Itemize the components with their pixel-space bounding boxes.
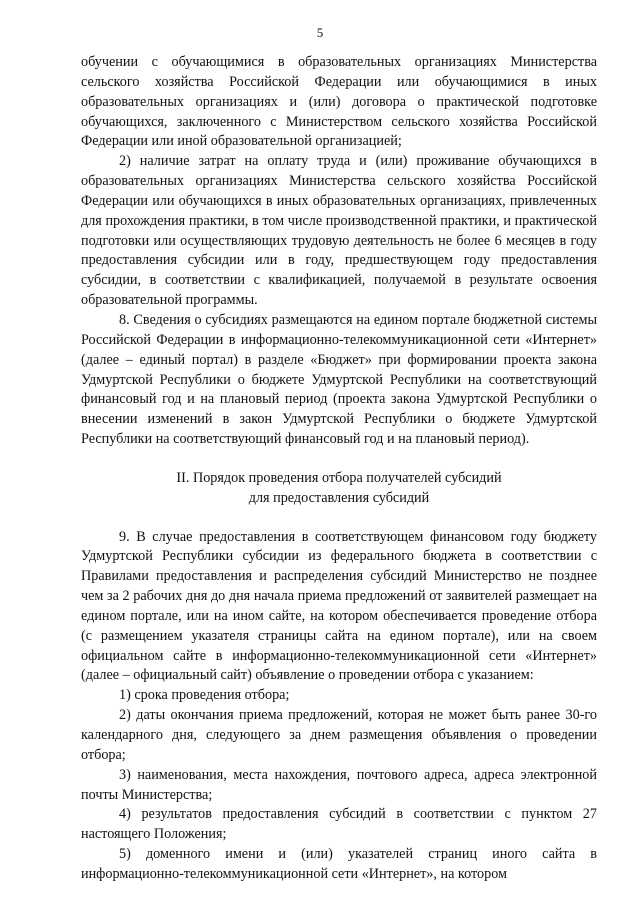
section-heading-line-1: II. Порядок проведения отбора получателей субсидий [176,469,502,486]
list-item-1: 1) срока проведения отбора; [119,687,290,704]
page-number: 5 [316,25,324,40]
list-item-4: 4) результатов предоставления субсидий в соответствии с пунктом 27 настоящего Положения; [81,806,597,843]
list-item-3: 3) наименования, места нахождения, почтового адреса, адреса электронной почты Министерства; [81,766,597,803]
list-item-2: 2) даты окончания приема предложений, которая не может быть ранее 30-го календарного дня, следующего за днем размещения объявления о проведении отбора; [81,707,597,763]
list-item-5: 5) доменного имени и (или) указателей страниц иного сайта в информационно-телекоммуникационной сети «Интернет», на котором [81,846,597,882]
paragraph-continuation: обучении с обучающимися в образовательных организациях Министерства сельского хозяйства Российской Федерации или обучающимися в иных образовательных организациях и (или) договора о практической подготовке обучающихся, заключенного с Министерством сельского хозяйства Российской Федерации или иной образовательной организацией; [81,54,597,150]
document-body [81,53,597,885]
paragraph-8: 8. Сведения о субсидиях размещаются на едином портале бюджетной системы Российской Федерации в информационно-телекоммуникационной сети «Интернет» (далее – единый портал) в разделе «Бюджет» при формировании проекта закона Удмуртской Республики о бюджете Удмуртской Республики на соответствующий финансовый год и на плановый период (проекта закона Удмуртской Республики о внесении изменений в закон Удмуртской Республики о бюджете Удмуртской Республики на соответствующий финансовый год и на плановый период). [81,311,597,448]
paragraph-9: 9. В случае предоставления в соответствующем финансовом году бюджету Удмуртской Республики субсидии из федерального бюджета в соответствии с Правилами предоставления и распределения субсидий Министерство не позднее чем за 2 рабочих дня до дня начала приема предложений от заявителей размещает на едином портале, или на ином сайте, на котором обеспечивается проведение отбора (с размещением указателя страницы сайта на едином портале), или на своем официальном сайте в информационно-телекоммуникационной сети «Интернет» (далее – официальный сайт) объявление о проведении отбора с указанием: [81,528,597,684]
paragraph-item-2-costs: 2) наличие затрат на оплату труда и (или) проживание обучающихся в образовательных организациях Министерства сельского хозяйства Российской Федерации или обучающихся в иных образовательных организациях, привлеченных для прохождения практики, в том числе производственной практики, и практической подготовки или осуществляющих трудовую деятельность не более 6 месяцев в году предоставления субсидии или в году, предшествующем году предоставления субсидии, в соответствии с квалификацией, получаемой в результате освоения образовательной программы. [81,153,597,309]
section-heading-line-2: для предоставления субсидий [248,489,430,506]
section-heading [81,469,597,509]
